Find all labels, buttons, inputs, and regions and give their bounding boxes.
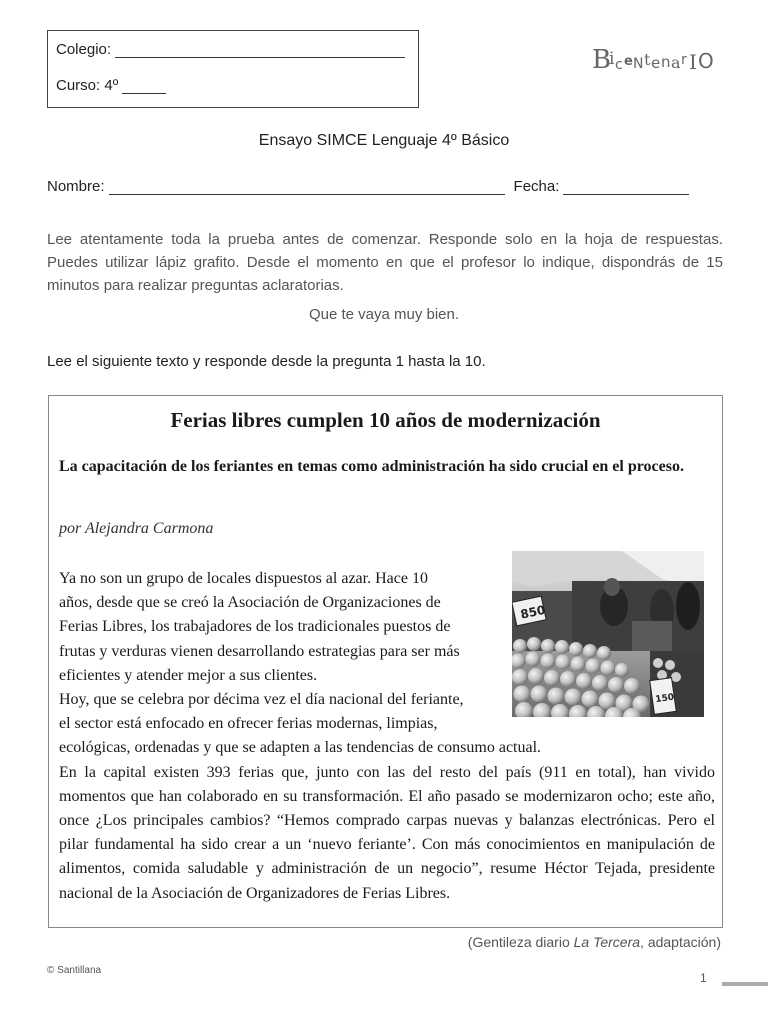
photo-price-sign-1: 850	[519, 602, 547, 622]
school-label: Colegio:	[56, 41, 112, 58]
article-line: eficientes y atender mejor a sus clientes.	[59, 666, 318, 684]
bicentenario-logo	[592, 38, 727, 78]
svg-text:O: O	[698, 49, 713, 73]
svg-text:c: c	[615, 57, 622, 73]
article-paragraph-3: En la capital existen 393 ferias que, junto con las del resto del país (911 en total), han vivido momentos que han colaborado en su transformación. El año pasado se modernizaron ocho; este año, once ¿Los principales cambios? “Hemos comprado carpas nuevas y balanzas electrónicas. Pero el pilar fundamental ha sido crear a un ‘nuevo feriante’. Con más conocimientos en manipulación de alimentos, comida saludable y administración de un negocio”, resume Héctor Tejada, presidente nacional de la Asociación de Organizadores de Ferias Libres.	[59, 763, 715, 902]
bicentenario-logo-icon	[592, 38, 727, 78]
svg-text:r: r	[681, 52, 686, 68]
svg-text:e: e	[651, 54, 660, 72]
article-line: Hoy, que se celebra por décima vez el día nacional del feriante,	[59, 691, 464, 709]
article-title: Ferias libres cumplen 10 años de modernización	[170, 408, 601, 432]
article-line: Ferias Libres, los trabajadores de los tradicionales puestos de	[59, 618, 451, 636]
course-field-line[interactable]	[122, 79, 166, 94]
date-field-line[interactable]	[563, 180, 689, 195]
svg-text:n: n	[661, 53, 670, 71]
source-newspaper: La Tercera	[573, 934, 641, 950]
article-author: por Alejandra Carmona	[59, 520, 214, 537]
svg-text:B: B	[592, 45, 611, 75]
date-label: Fecha:	[513, 178, 560, 195]
page-number: 1	[700, 971, 707, 985]
copyright: © Santillana	[47, 965, 102, 976]
photo-price-sign-2: 150	[654, 692, 675, 706]
school-row	[56, 41, 405, 58]
page-bar-decoration	[722, 982, 768, 986]
svg-text:a: a	[671, 53, 680, 72]
svg-text:t: t	[644, 50, 650, 69]
article-line: el sector está enfocado en ofrecer ferias modernas, limpias,	[59, 715, 438, 733]
article-body	[59, 567, 715, 906]
instructions-paragraph: Lee atentamente toda la prueba antes de comenzar. Responde solo en la hoja de respuestas. Puedes utilizar lápiz grafito. Desde el momento en que el profesor lo indique, dispondrás de 15 minutos para realizar preguntas aclaratorias.	[47, 231, 723, 294]
svg-text:i: i	[609, 49, 614, 69]
article-line: Ya no son un grupo de locales dispuestos al azar. Hace 10	[59, 570, 428, 587]
name-label: Nombre:	[47, 178, 105, 195]
article-box	[48, 395, 723, 928]
reading-instruction: Lee el siguiente texto y responde desde la pregunta 1 hasta la 10.	[47, 353, 486, 370]
article-line: frutas y verduras vienen desarrollando estrategias para ser más	[59, 642, 460, 660]
source-suffix: , adaptación)	[640, 934, 721, 950]
svg-text:I: I	[689, 50, 696, 74]
svg-text:N: N	[633, 56, 643, 72]
course-label: Curso: 4º	[56, 77, 119, 94]
svg-text:e: e	[624, 54, 632, 69]
school-field-line[interactable]	[115, 43, 405, 58]
document-title: Ensayo SIMCE Lenguaje 4º Básico	[258, 132, 510, 149]
course-row	[56, 77, 166, 94]
source-prefix: (Gentileza diario	[467, 934, 574, 950]
name-field-line[interactable]	[109, 180, 505, 195]
article-line: años, desde que se creó la Asociación de Organizaciones de	[59, 594, 441, 612]
name-date-row	[47, 178, 689, 195]
article-subtitle: La capacitación de los feriantes en temas como administración ha sido crucial en el proceso.	[59, 458, 684, 475]
article-line: ecológicas, ordenadas y que se adapten a las tendencias de consumo actual.	[59, 739, 542, 757]
source-credit	[468, 934, 721, 950]
good-luck-text: Que te vaya muy bien.	[308, 306, 460, 323]
school-info-box	[47, 30, 419, 108]
